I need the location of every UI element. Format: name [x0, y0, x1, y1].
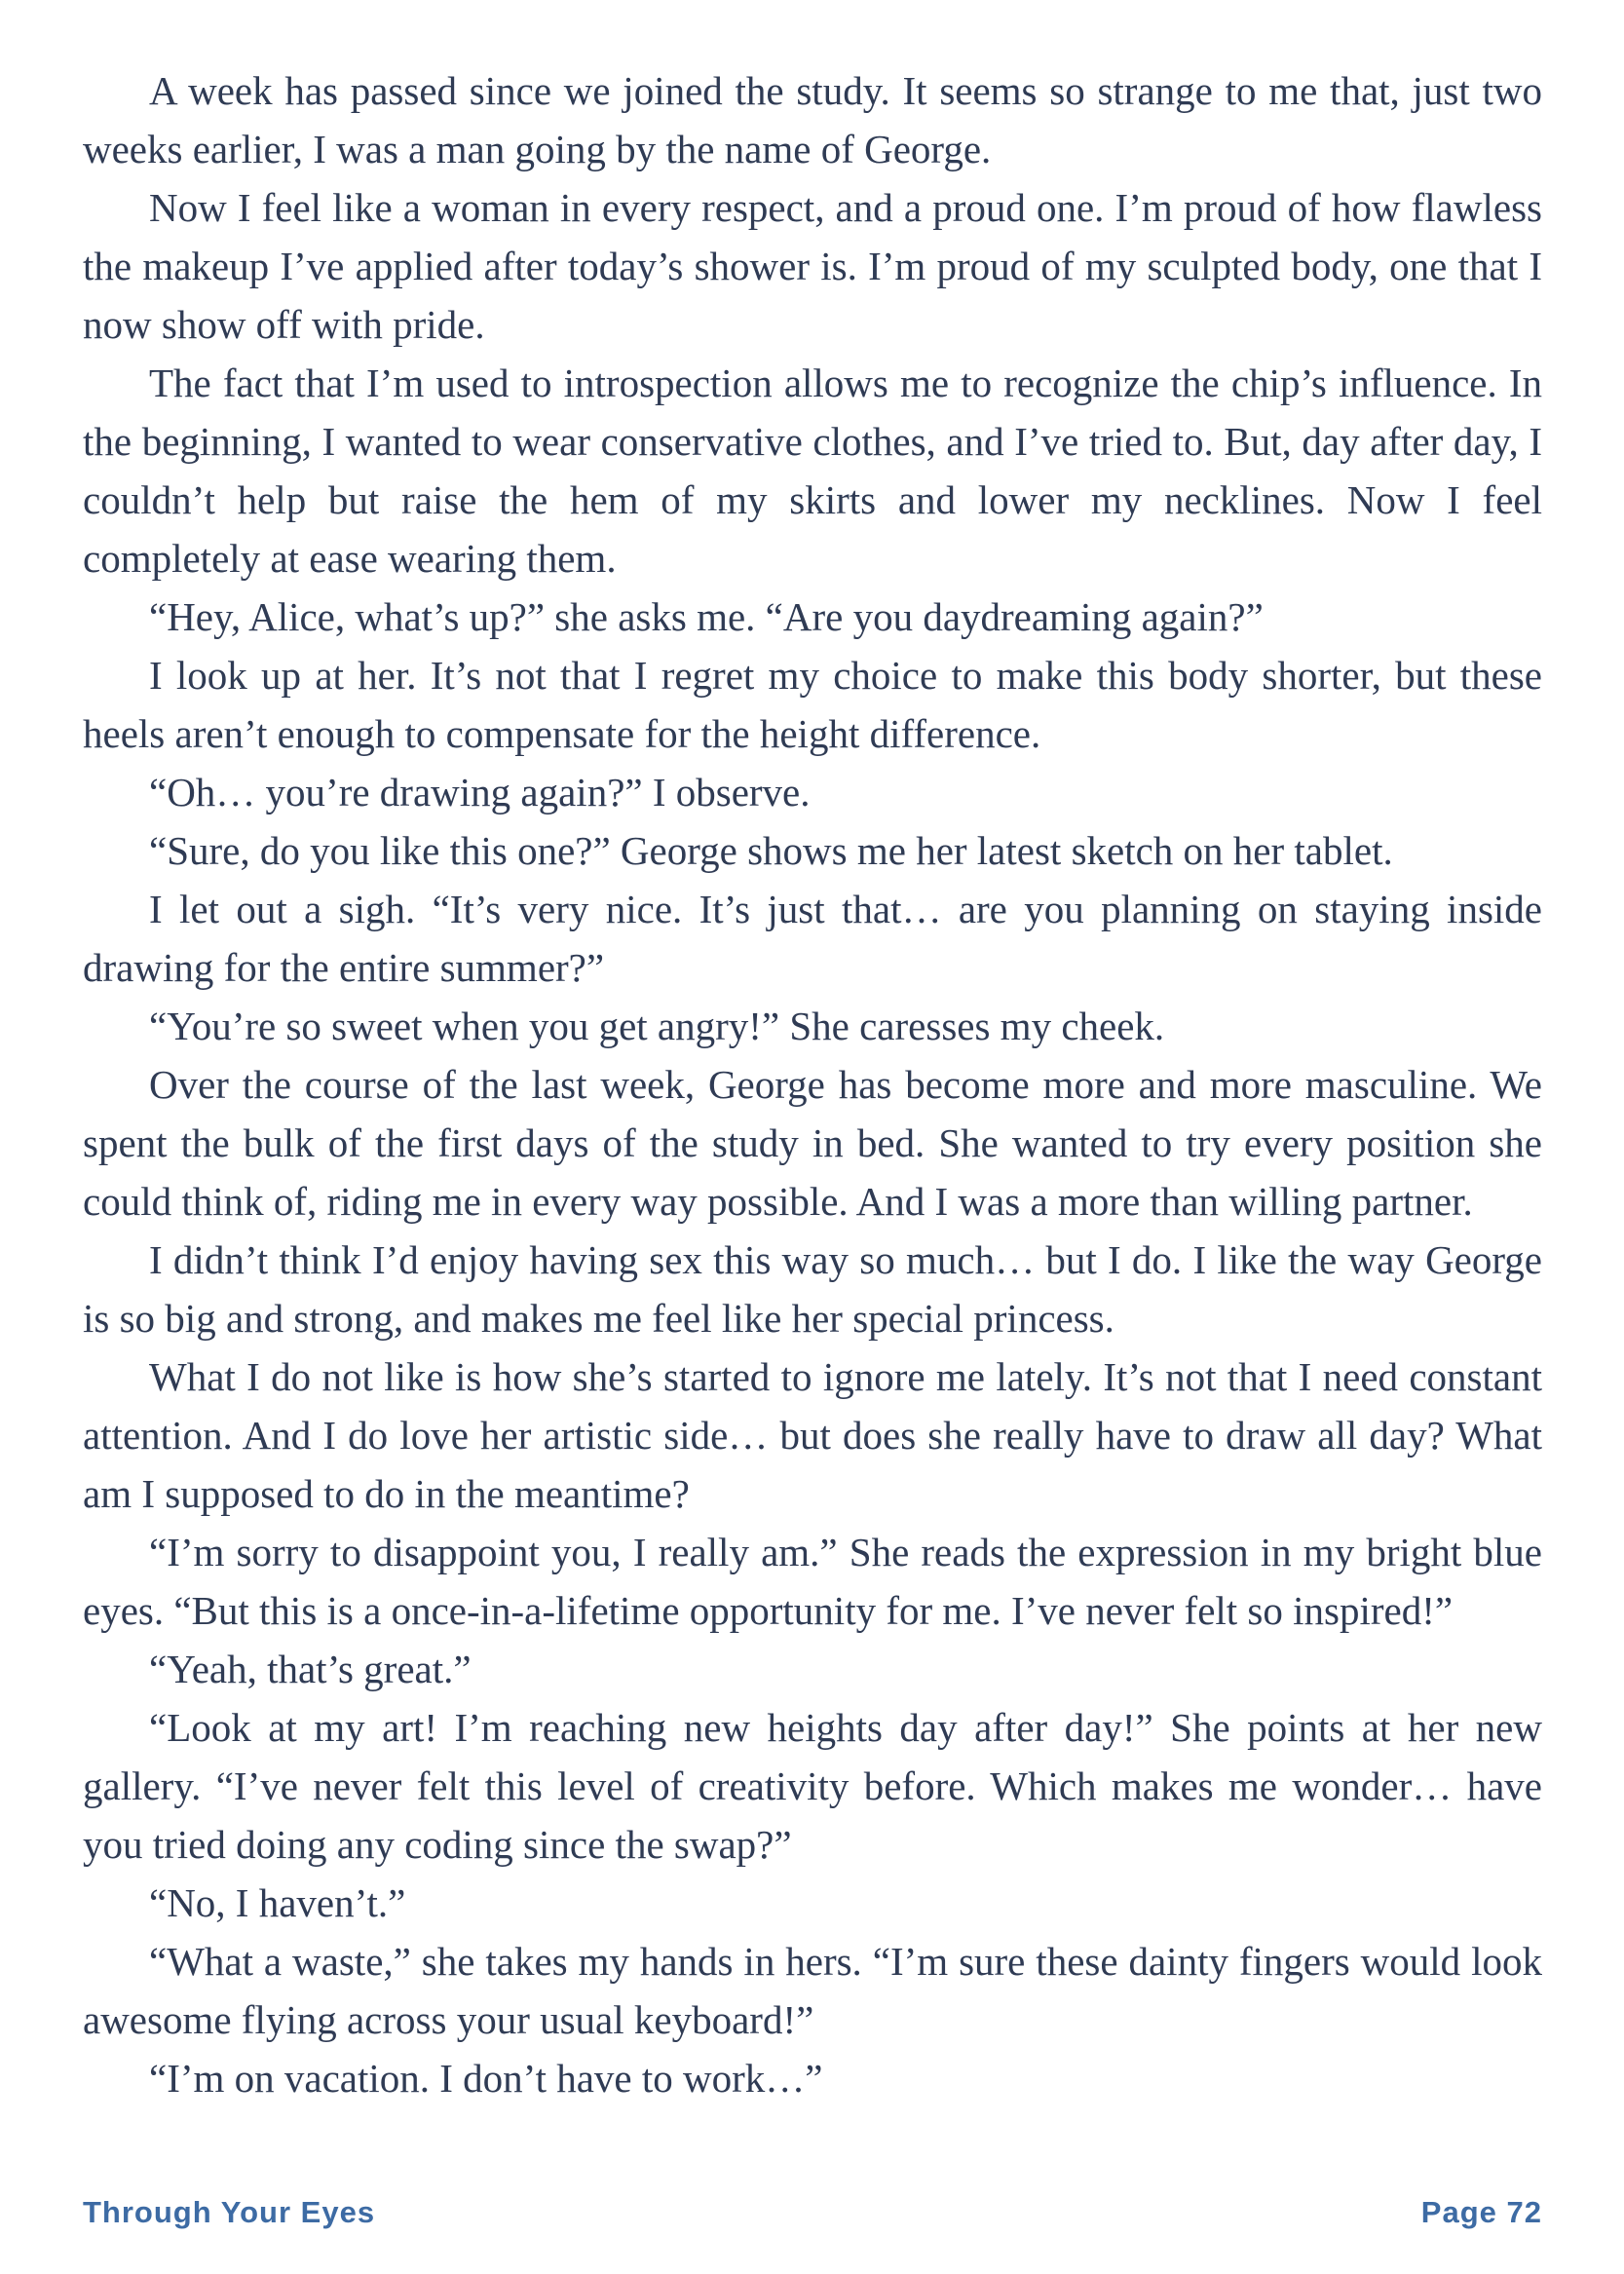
paragraph: What I do not like is how she’s started to ignore me lately. It’s not that I need constant attention. And I do love her artistic side… but does she really have to draw all day? What am I supposed to do in the meantime? [83, 1354, 1542, 1516]
book-title: Through Your Eyes [83, 2195, 376, 2229]
page-number: Page 72 [1420, 2195, 1542, 2229]
page-footer [83, 2195, 1542, 2230]
page-text [83, 61, 1542, 2107]
paragraph: A week has passed since we joined the study. It seems so strange to me that, just two weeks earlier, I was a man going by the name of George. [83, 68, 1542, 171]
paragraph: “You’re so sweet when you get angry!” She caresses my cheek. [149, 1004, 1165, 1048]
paragraph: “What a waste,” she takes my hands in hers. “I’m sure these dainty fingers would look awesome flying across your usual keyboard!” [83, 1939, 1542, 2042]
paragraph: “No, I haven’t.” [149, 1880, 406, 1925]
paragraph: I didn’t think I’d enjoy having sex this way so much… but I do. I like the way George is so big and strong, and makes me feel like her special princess. [83, 1237, 1542, 1341]
paragraph: “Oh… you’re drawing again?” I observe. [149, 770, 811, 815]
paragraph: Over the course of the last week, George has become more and more masculine. We spent the bulk of the first days of the study in bed. She wanted to try every position she could think of, riding me in every way possible. And I was a more than willing partner. [83, 1062, 1542, 1224]
paragraph: I look up at her. It’s not that I regret my choice to make this body shorter, but these heels aren’t enough to compensate for the height difference. [83, 653, 1542, 756]
paragraph: “I’m on vacation. I don’t have to work…” [149, 2056, 823, 2101]
paragraph: “Yeah, that’s great.” [149, 1647, 472, 1691]
paragraph: “Look at my art! I’m reaching new heights day after day!” She points at her new gallery. “I’ve never felt this level of creativity before. Which makes me wonder… have you tried doing any coding since the swap?” [83, 1705, 1542, 1867]
paragraph: “I’m sorry to disappoint you, I really am.” She reads the expression in my bright blue eyes. “But this is a once-in-a-lifetime opportunity for me. I’ve never felt so inspired!” [83, 1530, 1542, 1633]
paragraph: “Sure, do you like this one?” George shows me her latest sketch on her tablet. [149, 828, 1393, 873]
paragraph: I let out a sigh. “It’s very nice. It’s just that… are you planning on staying inside drawing for the entire summer?” [83, 887, 1542, 990]
paragraph: The fact that I’m used to introspection allows me to recognize the chip’s influence. In the beginning, I wanted to wear conservative clothes, and I’ve tried to. But, day after day, I couldn’t help but raise the hem of my skirts and lower my necklines. Now I feel completely at ease wearing them. [83, 360, 1542, 581]
paragraph: “Hey, Alice, what’s up?” she asks me. “Are you daydreaming again?” [149, 594, 1264, 639]
paragraph: Now I feel like a woman in every respect, and a proud one. I’m proud of how flawless the makeup I’ve applied after today’s shower is. I’m proud of my sculpted body, one that I now show off with pride. [83, 185, 1542, 347]
